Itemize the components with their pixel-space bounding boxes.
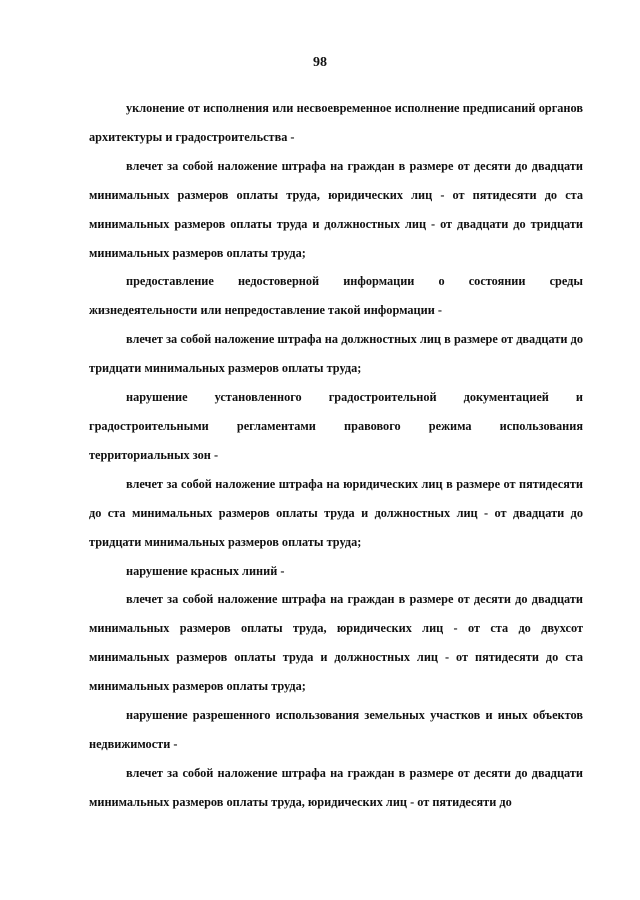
paragraph-penalty-4: влечет за собой наложение штрафа на граждан в размере от десяти до двадцати минимальных размеров оплаты труда, юридических лиц - от ста до двухсот минимальных размеров оплаты труда и должностных лиц - от пятидесяти до ста минимальных размеров оплаты труда;: [89, 592, 583, 694]
paragraph-penalty-2: влечет за собой наложение штрафа на должностных лиц в размере от двадцати до тридцати минимальных размеров оплаты труда;: [89, 332, 583, 376]
paragraph-penalty-3: влечет за собой наложение штрафа на юридических лиц в размере от пятидесяти до ста минимальных размеров оплаты труда и должностных лиц - от двадцати до тридцати минимальных размеров оплаты труда;: [89, 476, 583, 549]
paragraph-land-use-violation: нарушение разрешенного использования земельных участков и иных объектов недвижимости -: [89, 708, 583, 751]
paragraph-penalty-5: влечет за собой наложение штрафа на граждан в размере от десяти до двадцати минимальных размеров оплаты труда, юридических лиц - от пятидесяти до: [89, 765, 583, 809]
paragraph-zone-regime-violation: нарушение установленного градостроительной документацией и градостроительными регламентами правового режима использования территориальных зон -: [89, 390, 583, 462]
page-number: 98: [313, 55, 327, 70]
paragraph-red-lines-violation: нарушение красных линий -: [126, 563, 285, 578]
document-body: [89, 94, 583, 817]
paragraph-false-information: предоставление недостоверной информации о состоянии среды жизнедеятельности или непредоставление такой информации -: [89, 274, 583, 318]
paragraph-penalty-1: влечет за собой наложение штрафа на граждан в размере от десяти до двадцати минимальных размеров оплаты труда, юридических лиц - от пятидесяти до ста минимальных размеров оплаты труда и должностных лиц - от двадцати до тридцати минимальных размеров оплаты труда;: [89, 158, 583, 260]
paragraph-evasion-of-orders: уклонение от исполнения или несвоевременное исполнение предписаний органов архитектуры и градостроительства -: [89, 101, 583, 144]
